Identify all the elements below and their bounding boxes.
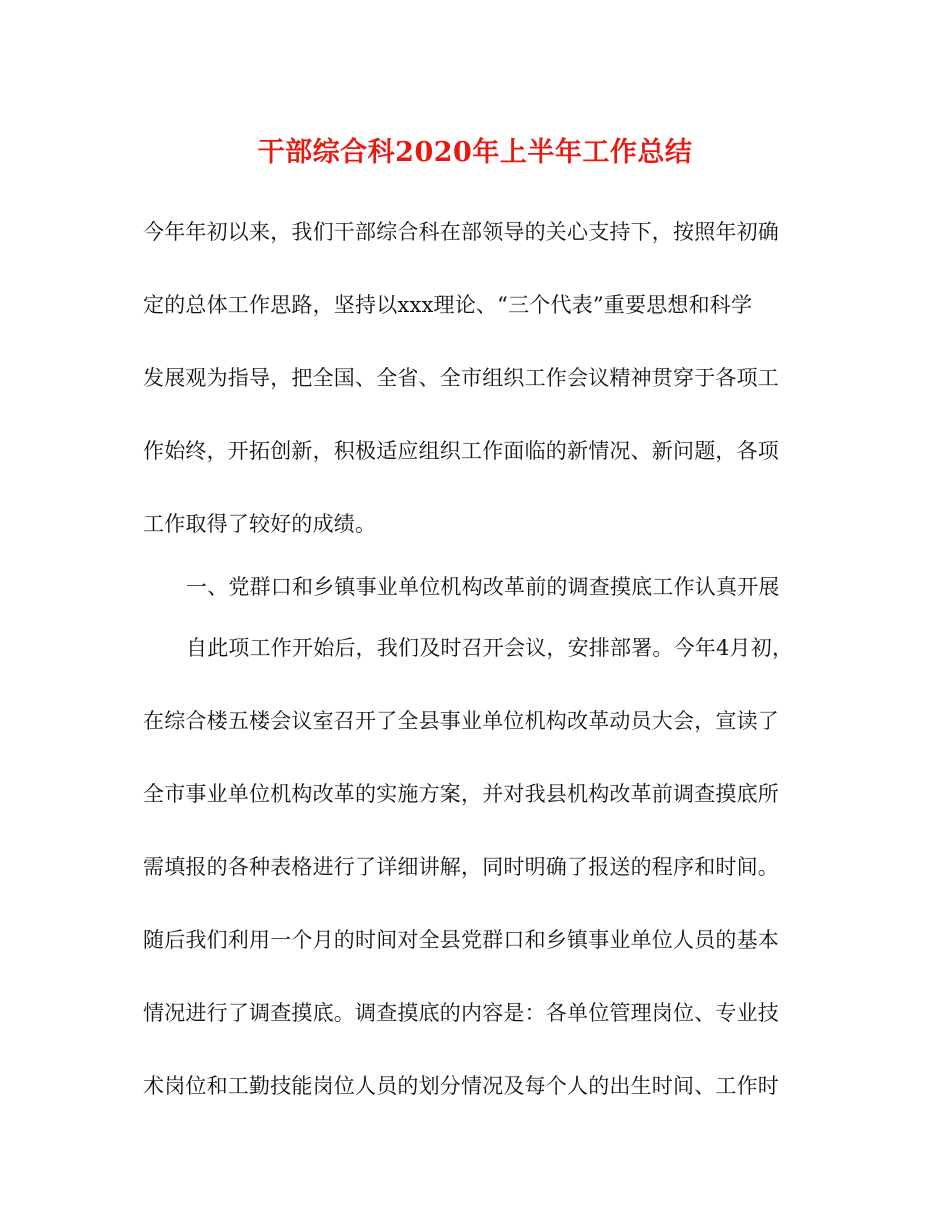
body-line: 在综合楼五楼会议室召开了全县事业单位机构改革动员大会，宣读了 — [143, 709, 779, 733]
body-line: 情况进行了调查摸底。调查摸底的内容是：各单位管理岗位、专业技 — [143, 1001, 779, 1025]
section-heading: 一、党群口和乡镇事业单位机构改革前的调查摸底工作认真开展 — [186, 575, 780, 599]
body-line: 自此项工作开始后，我们及时召开会议，安排部署。今年4月初， — [186, 636, 794, 660]
body-line: 术岗位和工勤技能岗位人员的划分情况及每个人的出生时间、工作时 — [143, 1074, 779, 1098]
body-line: 需填报的各种表格进行了详细讲解，同时明确了报送的程序和时间。 — [143, 855, 779, 879]
body-line: 定的总体工作思路，坚持以xxx理论、“三个代表”重要思想和科学 — [143, 293, 753, 317]
document-title: 干部综合科2020年上半年工作总结 — [257, 137, 693, 168]
body-line: 发展观为指导，把全国、全省、全市组织工作会议精神贯穿于各项工 — [143, 366, 779, 390]
body-line: 全市事业单位机构改革的实施方案，并对我县机构改革前调查摸底所 — [143, 782, 779, 806]
body-line: 工作取得了较好的成绩。 — [143, 512, 377, 536]
body-line: 今年年初以来，我们干部综合科在部领导的关心支持下，按照年初确 — [143, 220, 779, 244]
body-line: 作始终，开拓创新，积极适应组织工作面临的新情况、新问题，各项 — [143, 439, 779, 463]
body-line: 随后我们利用一个月的时间对全县党群口和乡镇事业单位人员的基本 — [143, 928, 779, 952]
